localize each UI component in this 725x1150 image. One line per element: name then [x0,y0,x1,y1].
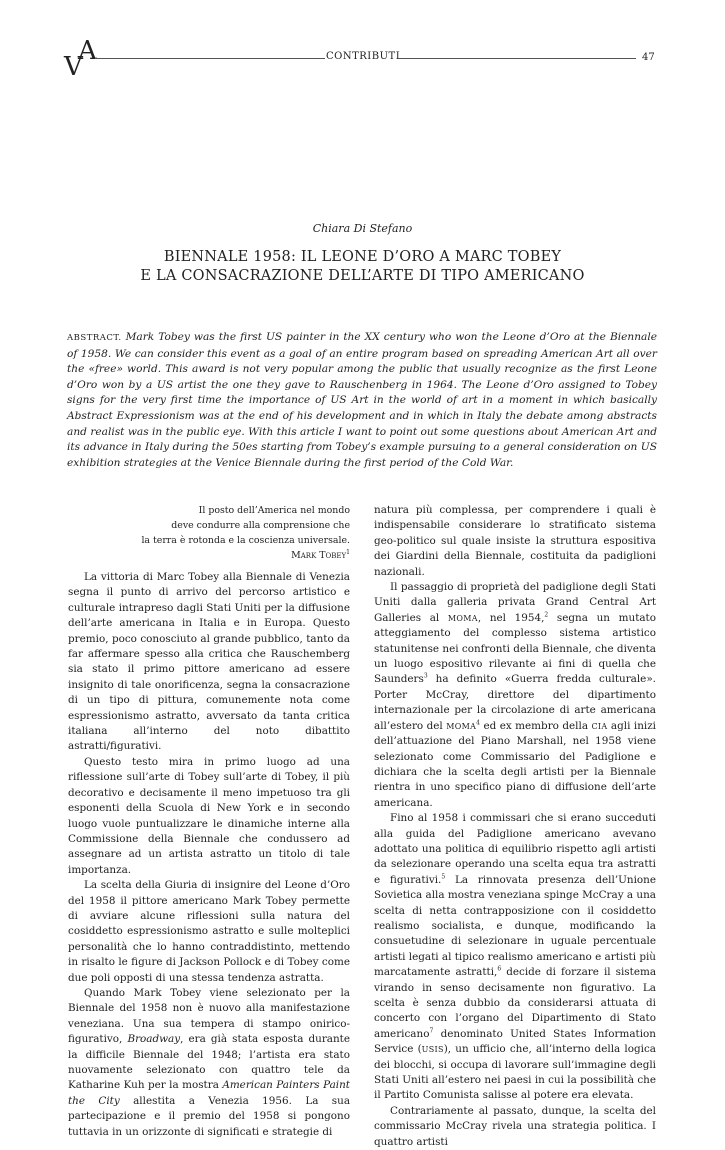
text-run: , era già stata esposta durante la difficile Biennale del 1948; l’artista era stato nuovamente selezionato con quattro tele da Katharine Kuh per la mostra [68,1033,351,1092]
text-run: , nel 1954, [477,611,545,624]
epigraph-author: Mark Tobey [291,550,347,561]
footnote-ref: 2 [544,611,549,619]
exhibition-title: American Painters Paint the City [68,1079,350,1107]
abstract-text: Mark Tobey was the first US painter in the XX century who won the Leone d’Oro at the Biennale of 1958. We can consider this event as a goal of an entire program based on spreading American Art all over the «free» world. This award is not very popular among the public that usually recognize as the first Leone d’Oro won by a US artist the one they gave to Rauschenberg in 1964. The Leone d’Oro assigned to Tobey signs for the very first time the importance of US Art in the world of art in a moment in which basically Abstract Expressionism was at the end of his development and in which in Italy the debate among abstracts and realist was in the public eye. With this article I want to point out some questions about American Art and its advance in Italy during the 50es starting from Tobey’s example pursuing to a general consideration on US exhibition strategies at the Venice Biennale during the first period of the Cold War. [67,331,658,469]
paragraph: Contrariamente al passato, dunque, la scelta del commissario McCray rivela una strategia politica. I quattro artisti [374,1104,656,1148]
body-column-right [374,503,656,1150]
paragraph [374,580,656,811]
text-run: ed ex membro della [479,719,592,732]
acronym: USIS [421,1045,444,1055]
text-run: segna un mutato atteggiamento del complesso sistema artistico statunitense nei confronti della Biennale, che diventa un luogo espositivo rilevante ai fini di quella che Saunders [374,611,656,686]
title-line-1: BIENNALE 1958: IL LEONE D’ORO A MARC TOBEY [163,249,562,265]
text-run: allestita a Venezia 1956. La sua partecipazione e il premio del 1958 si pongono tuttavia in un orizzonte di significati e strategie di [68,1094,351,1138]
journal-logo [64,36,100,82]
acronym: MOMA [446,721,477,731]
paragraph: La vittoria di Marc Tobey alla Biennale di Venezia segna il punto di arrivo del percorso artistico e culturale intrapreso dagli Stati Uniti per la diffusione dell’arte americana in Italia e in Europa. Questo premio, poco conosciuto al grande pubblico, tanto da far affermare spesso alla critica che Rauschemberg sia stato il primo pittore americano ad essere insignito di tale onorificenza, segna la consacrazione di un tipo di pittura, comunemente nota come espressionismo astratto, avversato da tanta critica italiana all’interno del noto dibattito astratti/figurativi. [68,571,350,753]
section-label: CONTRIBUTI [326,51,401,62]
page-number: 47 [642,52,655,63]
header-rule-left [95,58,325,59]
author-name: Chiara Di Stefano [312,222,413,235]
footnote-ref: 4 [476,719,480,727]
text-run: ha definito «Guerra fredda culturale». Porter McCray, direttore del dipartimento internazionale per la circolazione di arte americana all’estero del [374,673,656,732]
artwork-title: Broadway [127,1033,181,1046]
epigraph [120,503,350,563]
title-line-2: E LA CONSACRAZIONE DELL’ARTE DI TIPO AMERICANO [140,268,585,284]
text-run: Il passaggio di proprietà del padiglione degli Stati Uniti dalla galleria privata Grand Central Art Galleries al [374,581,656,624]
epigraph-line: deve condurre alla comprensione che [171,520,350,531]
footnote-ref: 7 [429,1027,434,1035]
paragraph: Questo testo mira in primo luogo ad una riflessione sull’arte di Tobey sull’arte di Tobey, il più decorativo e decisamente il meno impetuoso tra gli esponenti della Scuola di New York e in secondo luogo vuole puntualizzare le dinamiche interne alla Commissione della Biennale che condussero ad assegnare ad un artista astratto un titolo di tale importanza. [68,755,350,876]
article-title [100,248,625,286]
abstract-label: ABSTRACT. [67,333,122,343]
epigraph-signature [120,548,350,563]
abstract [67,330,657,471]
text-run: ), un ufficio che, all’interno della logica dei blocchi, si occupa di lavorare sull’immagine degli Stati Uniti all’estero nei paesi in cui la possibilità che il Partito Comunista salisse al potere era elevata. [374,1043,656,1102]
footnote-ref: 6 [497,965,502,973]
text-run: denominato United States Information Service ( [374,1027,656,1056]
paragraph [68,986,350,1140]
text-run: La rinnovata presenza dell’Unione Sovietica alla mostra veneziana spinge McCray a una scelta di netta contrapposizione con il cosiddetto realismo socialista, e dunque, modificando la consuetudine di selezionare in uguale percentuale artisti legati al tipico realismo americano e artisti più marcatamente astratti, [374,873,656,979]
paragraph: natura più complessa, per comprendere i quali è indispensabile considerare lo stratificato sistema geo-politico sul quale insiste la struttura espositiva dei Giardini della Biennale, costituita da padiglioni nazionali. [374,504,656,578]
footnote-ref: 1 [346,548,350,556]
header-rule-right [398,58,636,59]
epigraph-line: la terra è rotonda e la coscienza universale. [141,535,350,546]
text-run: agli inizi dell’attuazione del Piano Marshall, nel 1958 viene selezionato come Commissario del Padiglione e dichiara che la scelta degli artisti per la Biennale rientra in uno specifico piano di diffusione dell’arte americana. [374,719,657,809]
epigraph-line: Il posto dell’America nel mondo [198,505,350,516]
acronym: CIA [591,721,608,731]
footnote-ref: 3 [423,673,428,680]
footnote-ref: 5 [441,873,446,881]
text-run: Quando Mark Tobey viene selezionato per la Biennale del 1958 non è nuovo alla manifestazione veneziana. Una sua tempera di stampo onirico-figurativo, [68,986,350,1046]
body-column-left [68,570,350,1140]
paragraph [374,811,656,1104]
page-header [0,0,725,80]
text-run: Fino al 1958 i commissari che si erano succeduti alla guida del Padiglione americano avevano adottato una politica di equilibrio rispetto agli artisti da selezionare operando una scelta equa tra astratti e figurativi. [374,812,656,886]
logo-letter-a: A [78,36,97,66]
acronym: MOMA [447,613,478,623]
text-run: decide di forzare il sistema virando in senso decisamente non figurativo. La scelta è senza dubbio da considerarsi attuata di concerto con l’organo del Dipartimento di Stato americano [374,966,657,1040]
logo-letter-v: V [64,52,83,82]
paragraph: La scelta della Giuria di insignire del Leone d’Oro del 1958 il pittore americano Mark Tobey permette di avviare alcune riflessioni sulla natura del cosiddetto espressionismo astratto e sulle molteplici personalità che lo hanno contraddistinto, mettendo in risalto le figure di Jackson Pollock e di Tobey come due poli opposti di una stessa tendenza astratta. [68,879,350,984]
